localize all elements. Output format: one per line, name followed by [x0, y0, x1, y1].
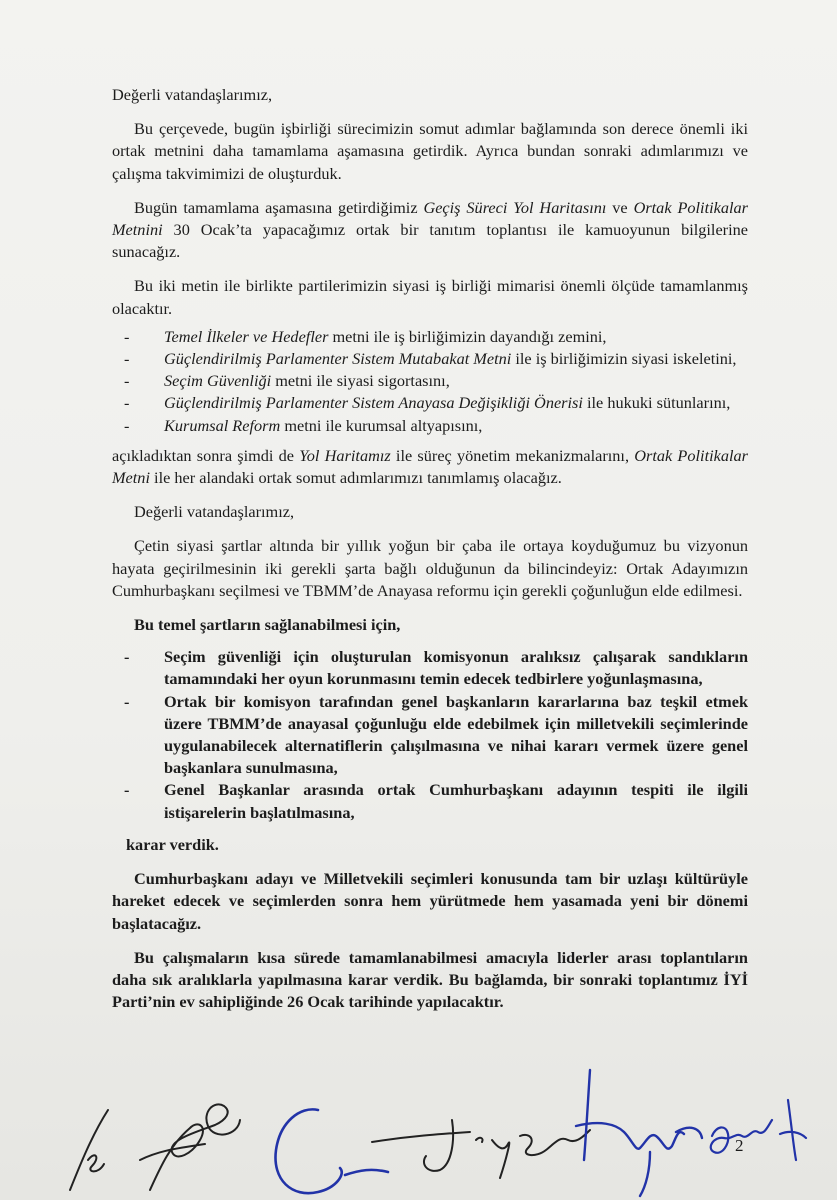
paragraph-2: Bugün tamamlama aşamasına getirdiğimiz Geçiş Süreci Yol Haritasını ve Ortak Politikalar Metnini 30 Ocak’ta yapacağımız ortak bir tanıtım toplantısı ile kamuoyunun bilgilerine sunacağız.: [112, 197, 748, 262]
list-item: - Güçlendirilmiş Parlamenter Sistem Anayasa Değişikliği Önerisi ile hukuki sütunlarını,: [124, 393, 731, 413]
greeting-2: Değerli vatandaşlarımız,: [134, 502, 295, 522]
doc-title-roadmap: Geçiş Süreci Yol Haritasını: [423, 197, 607, 217]
list-item: - Ortak bir komisyon tarafından genel başkanların kararlarına baz teşkil etmek üzere TBMM’de anayasal çoğunluğu elde edebilmek için milletvekili seçimlerinde uygulanabilecek alternatiflerin çalışılmasına ve nihai kararı vermek üzere genel başkanlara sunulmasına,: [124, 691, 748, 778]
signature-4: [372, 1120, 590, 1178]
decisions-list: [112, 646, 748, 824]
paragraph-3: Bu iki metin ile birlikte partilerimizin siyasi iş birliği mimarisi önemli ölçüde tamamlanmış olacaktır.: [112, 276, 748, 318]
paragraph-5: Çetin siyasi şartlar altında bir yıllık yoğun bir çaba ile ortaya koyduğumuz bu vizyonun hayata geçirilmesinin iki gerekli şarta bağlı olduğunun da bilincindeyiz: Ortak Adayımızın Cumhurbaşkanı seçilmesi ve TBMM’de Anayasa reformu için gerekli çoğunluğun elde edilmesi.: [112, 536, 748, 600]
list-item: - Genel Başkanlar arasında ortak Cumhurbaşkanı adayının tespiti ile ilgili istişarelerin başlatılmasına,: [124, 780, 748, 822]
letter-body: [112, 84, 748, 1025]
list-item: - Güçlendirilmiş Parlamenter Sistem Mutabakat Metni ile iş birliğimizin siyasi iskeletini,: [124, 349, 737, 369]
list-item: - Seçim güvenliği için oluşturulan komisyonun aralıksız çalışarak sandıkların tamamındaki her oyun korunmasını temin edecek tedbirlere yoğunlaşmasına,: [124, 647, 748, 689]
texts-list: [112, 326, 748, 437]
signature-1: [70, 1110, 108, 1190]
paragraph-9: Bu çalışmaların kısa sürede tamamlanabilmesi amacıyla liderler arası toplantıların daha sık aralıklarla yapılmasına karar verdik. Bu bağlamda, bir sonraki toplantımız İYİ Parti’nin ev sahipliğinde 26 Ocak tarihinde yapılacaktır.: [112, 947, 748, 1012]
paragraph-4: açıkladıktan sonra şimdi de Yol Haritamız ile süreç yönetim mekanizmalarını, Ortak Politikalar Metni ile her alandaki ortak somut adımlarımızı tanımlamış olacağız.: [112, 445, 748, 488]
page-number: 2: [735, 1136, 744, 1155]
paragraph-8: Cumhurbaşkanı adayı ve Milletvekili seçimleri konusunda tam bir uzlaşı kültürüyle hareket edecek ve seçimlerden sonra hem yürütmede hem yasamada yeni bir dönemi başlatacağız.: [112, 869, 748, 933]
signature-3: [275, 1109, 388, 1193]
greeting: Değerli vatandaşlarımız,: [112, 85, 273, 104]
signatures: [0, 1040, 837, 1200]
paragraph-6: Bu temel şartların sağlanabilmesi için,: [134, 615, 401, 635]
paragraph-7: karar verdik.: [126, 834, 219, 854]
doc-title-policies: Ortak Politikalar Metnini: [112, 197, 748, 240]
list-item: - Seçim Güvenliği metni ile siyasi sigortasını,: [124, 371, 450, 391]
paragraph-1: Bu çerçevede, bugün işbirliği sürecimizin somut adımlar bağlamında son derece önemli iki ortak metnini daha tamamlama aşamasına getirdik. Ayrıca bundan sonraki adımlarımızı ve çalışma takvimimizi de oluşturduk.: [112, 119, 748, 183]
signature-2: [140, 1104, 240, 1190]
list-item: - Temel İlkeler ve Hedefler metni ile iş birliğimizin dayandığı zemini,: [124, 326, 607, 346]
signature-6: [711, 1100, 806, 1160]
list-item: - Kurumsal Reform metni ile kurumsal altyapısını,: [124, 415, 483, 435]
signature-5: [576, 1070, 702, 1196]
